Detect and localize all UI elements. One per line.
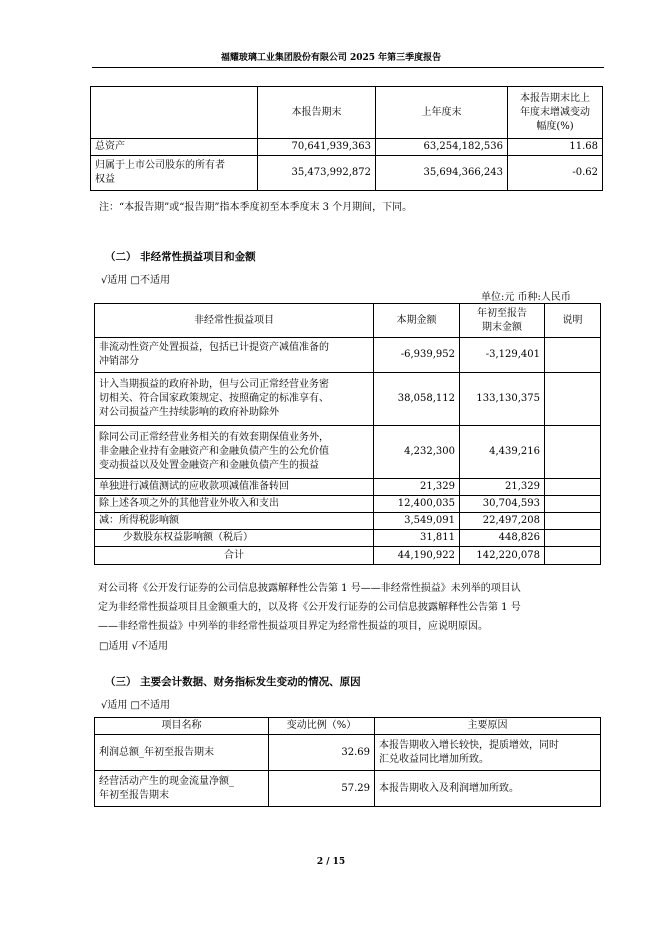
t2-row-current: 38,058,112: [374, 373, 460, 426]
t2-header-current: 本期金额: [374, 304, 460, 338]
t3-row-name-line: 年初至报告期末: [99, 789, 169, 801]
t2-row-item: 单独进行减值测试的应收款项减值准备转回: [95, 479, 374, 496]
table1-header-change: [508, 87, 603, 139]
t2-row-note: [545, 530, 601, 547]
section2-paragraph-line: ——非经常性损益》中列举的非经常性损益项目界定为经常性损益的项目，应说明原因。: [98, 621, 488, 632]
t2-row-current: 12,400,035: [374, 496, 460, 513]
t2-row-current: -6,939,952: [374, 338, 460, 373]
t2-row-item: [95, 373, 374, 426]
section3-title: （三） 主要会计数据、财务指标发生变动的情况、原因: [105, 676, 361, 688]
t2-header-note: 说明: [545, 304, 601, 338]
t2-row-item-line: 计入当期损益的政府补助，但与公司正常经营业务密: [99, 379, 329, 390]
t2-row-note: [545, 547, 601, 565]
t2-row-ytd: 133,130,375: [460, 373, 545, 426]
section2-paragraph: [98, 579, 608, 636]
t2-row-current: 4,232,300: [374, 426, 460, 479]
table1-row-change: -0.62: [508, 156, 603, 191]
table1-header-change-line: 本报告期末比上: [520, 92, 590, 104]
table1-note: 注：“本报告期”或“报告期”指本季度初至本季度末 3 个月期间，下同。: [99, 202, 413, 213]
table1-header-change-line: 幅度(%): [536, 120, 574, 132]
table1-header-blank: [91, 87, 258, 139]
t2-row-item-line: 变动损益以及处置金融资产和金融负债产生的损益: [99, 460, 319, 471]
t2-row-ytd: 142,220,078: [460, 547, 545, 565]
t3-row-name: [95, 771, 269, 807]
table1-header-prior: 上年度末: [376, 87, 508, 139]
table1-row-item: [91, 156, 258, 191]
t2-row-item-line: 对公司损益产生持续影响的政府补助除外: [99, 407, 279, 418]
t3-row-name-line: 经营活动产生的现金流量净额_: [99, 775, 234, 787]
t2-row-ytd: -3,129,401: [460, 338, 545, 373]
report-header-title: 福耀玻璃工业集团股份有限公司 2025 年第三季度报告: [220, 53, 442, 63]
t2-row-current: 21,329: [374, 479, 460, 496]
t2-header-ytd-line: 期末金额: [482, 321, 522, 333]
t2-row-item: 除上述各项之外的其他营业外收入和支出: [95, 496, 374, 513]
t2-row-note: [545, 479, 601, 496]
t2-header-ytd: [460, 304, 545, 338]
t2-row-total-label: 合计: [95, 547, 374, 565]
table1-header-change-line: 年度末增减变动: [520, 106, 590, 118]
t2-row-item-line: 冲销部分: [99, 356, 139, 367]
section2-paragraph-line: 对公司将《公开发行证券的公司信息披露解释性公告第 1 号——非经常性损益》未列举的项目认: [98, 583, 521, 594]
t2-row-item: [95, 338, 374, 373]
t2-row-ytd: 30,704,593: [460, 496, 545, 513]
t3-header-reason: 主要原因: [375, 718, 601, 735]
table1-row-item-line: 权益: [95, 174, 115, 185]
non-recurring-table: [94, 303, 601, 565]
t2-row-current: 31,811: [374, 530, 460, 547]
section2-unit: 单位:元 币种:人民币: [481, 292, 571, 303]
t2-row-item-line: 非金融企业持有金融资产和金融负债产生的公允价值: [99, 446, 329, 457]
t2-row-item: 减：所得税影响额: [95, 513, 374, 530]
t2-row-item: 少数股东权益影响额（税后）: [95, 530, 374, 547]
t2-row-note: [545, 496, 601, 513]
t2-header-ytd-line: 年初至报告: [477, 307, 527, 319]
section2-applicable2: □适用 √不适用: [99, 641, 168, 652]
t3-row-reason: 本报告期收入及利润增加所致。: [375, 771, 601, 807]
t3-row-reason: [375, 735, 601, 771]
t2-row-ytd: 22,497,208: [460, 513, 545, 530]
table1-row-change: 11.68: [508, 139, 603, 156]
t2-row-current: 3,549,091: [374, 513, 460, 530]
t3-row-reason-line: 本报告期收入增长较快，提质增效，同时: [379, 739, 559, 751]
t3-row-ratio: 32.69: [269, 735, 375, 771]
table1-row-item: 总资产: [91, 139, 258, 156]
t3-header-ratio: 变动比例（%）: [269, 718, 375, 735]
changes-table: [94, 717, 601, 807]
table1-row-prior: 63,254,182,536: [376, 139, 508, 156]
table1-header-current: 本报告期末: [258, 87, 376, 139]
table1-row-prior: 35,694,366,243: [376, 156, 508, 191]
table1-row-current: 35,473,992,872: [258, 156, 376, 191]
balance-table: [90, 86, 603, 191]
t2-row-ytd: 448,826: [460, 530, 545, 547]
t2-row-item: [95, 426, 374, 479]
t2-row-note: [545, 513, 601, 530]
t2-row-current: 44,190,922: [374, 547, 460, 565]
table1-row-item-line: 归属于上市公司股东的所有者: [95, 160, 225, 171]
section3-applicable: √适用 □不适用: [101, 700, 170, 711]
t2-row-note: [545, 373, 601, 426]
table1-row-current: 70,641,939,363: [258, 139, 376, 156]
t3-row-name: 利润总额_年初至报告期末: [95, 735, 269, 771]
page-number: 2 / 15: [316, 857, 346, 867]
t2-row-ytd: 21,329: [460, 479, 545, 496]
header-divider: [92, 67, 604, 68]
t2-row-item-line: 除同公司正常经营业务相关的有效套期保值业务外，: [99, 432, 329, 443]
t2-header-item: 非经常性损益项目: [95, 304, 374, 338]
t2-row-note: [545, 338, 601, 373]
t3-header-name: 项目名称: [95, 718, 269, 735]
section2-title: （二） 非经常性损益项目和金额: [105, 251, 256, 263]
section2-applicable: √适用 □不适用: [101, 275, 170, 286]
t3-row-reason-line: 汇兑收益同比增加所致。: [379, 753, 489, 765]
t2-row-note: [545, 426, 601, 479]
t3-row-ratio: 57.29: [269, 771, 375, 807]
t2-row-item-line: 切相关、符合国家政策规定、按照确定的标准享有、: [99, 393, 329, 404]
t2-row-ytd: 4,439,216: [460, 426, 545, 479]
section2-paragraph-line: 定为非经常性损益项目且金额重大的，以及将《公开发行证券的公司信息披露解释性公告第 1 号: [98, 602, 521, 613]
t2-row-item-line: 非流动性资产处置损益，包括已计提资产减值准备的: [99, 342, 329, 353]
